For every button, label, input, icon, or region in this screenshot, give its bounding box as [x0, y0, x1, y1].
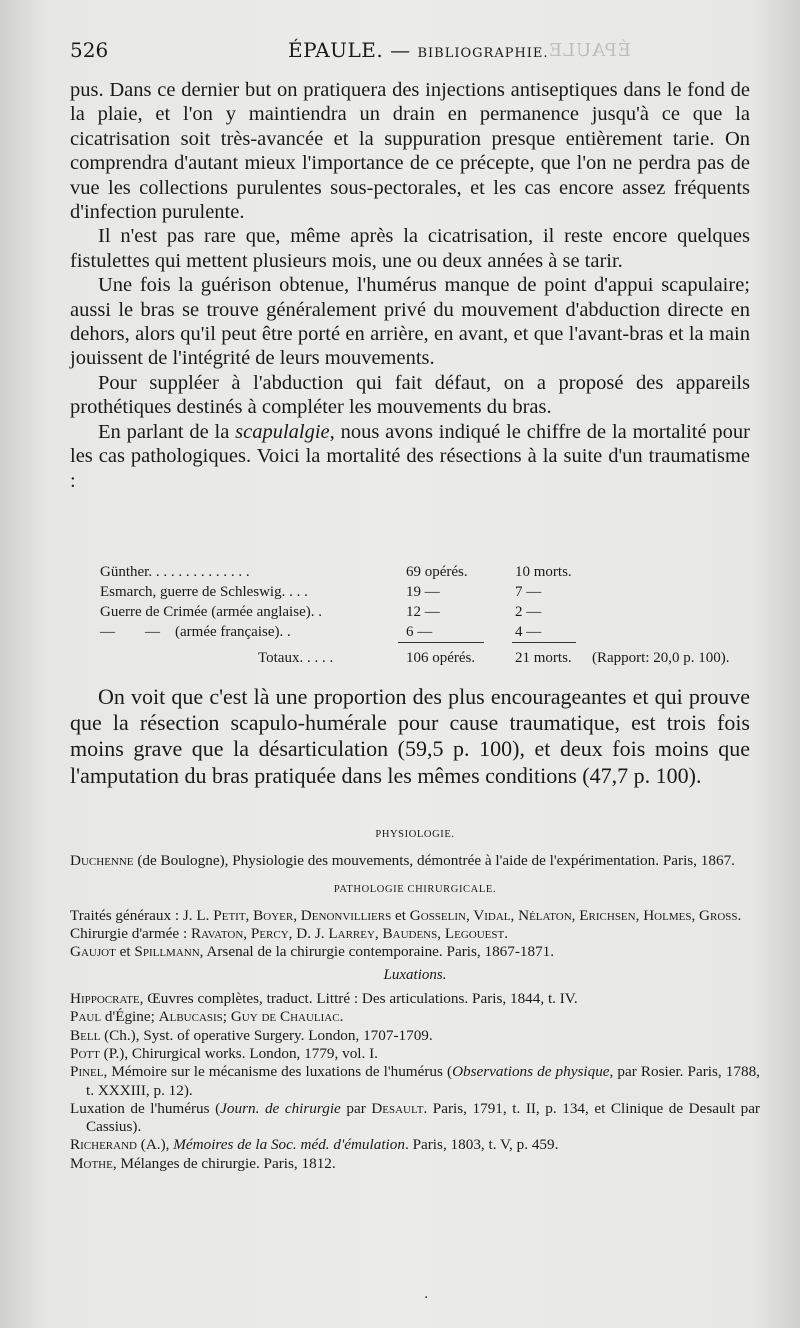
bleed-through-text: ÉPAULE: [548, 40, 631, 61]
table-row: Esmarch, guerre de Schleswig. . . . 19 — 7 —: [100, 584, 542, 600]
biblio-entry: Duchenne (de Boulogne), Physiologie des mouvements, démontrée à l'aide de l'expérimentation. Paris, 1867.: [70, 852, 735, 870]
running-title-main: ÉPAULE. —: [288, 38, 418, 62]
biblio-entry: Pott (P.), Chirurgical works. London, 1779, vol. I.: [70, 1044, 378, 1062]
table-row: Günther. . . . . . . . . . . . . . 69 opérés. 10 morts.: [100, 564, 572, 580]
paragraph-5: En parlant de la scapulalgie, nous avons indiqué le chiffre de la mortalité pour les cas pathologiques. Voici la mortalité des résections à la suite d'un traumatisme :: [70, 420, 750, 492]
biblio-entry: Bell (Ch.), Syst. of operative Surgery. London, 1707-1709.: [70, 1026, 433, 1044]
table-total-row: Totaux. . . . . 106 opérés. 21 morts. (Rapport: 20,0 p. 100).: [258, 650, 730, 666]
heading-pathologie: PATHOLOGIE CHIRURGICALE.: [333, 883, 497, 895]
biblio-entry: Gaujot et Spillmann, Arsenal de la chirurgie contemporaine. Paris, 1867-1871.: [70, 943, 555, 961]
paragraph-3: Une fois la guérison obtenue, l'humérus manque de point d'appui scapulaire; aussi le bras se trouve généralement privé du mouvement d'abduction directe en dehors, alors qu'il peut être porté en arrière, en avant, et que l'avant-bras et la main jouissent de l'intégrité de leurs mouvements.: [70, 274, 750, 370]
table-row: — — (armée française). . 6 — 4 —: [100, 624, 542, 640]
heading-physiologie: PHYSIOLOGIE.: [375, 829, 455, 840]
biblio-entry: Traités généraux : J. L. Petit, Boyer, Denonvilliers et Gosselin, Vidal, Nélaton, Erichsen, Holmes, Gross.: [70, 906, 742, 924]
biblio-entry: Mothe, Mélanges de chirurgie. Paris, 1812.: [70, 1154, 336, 1172]
biblio-entry: Richerand (A.), Mémoires de la Soc. méd. d'émulation. Paris, 1803, t. V, p. 459.: [70, 1136, 559, 1154]
biblio-entry: Paul d'Égine; Albucasis; Guy de Chauliac.: [70, 1008, 344, 1026]
mortality-table: [100, 564, 780, 670]
biblio-entry: Hippocrate, Œuvres complètes, traduct. Littré : Des articulations. Paris, 1844, t. IV.: [70, 990, 578, 1008]
running-header: [70, 38, 750, 68]
main-text: [70, 78, 750, 493]
total-rule-morts: [512, 642, 576, 643]
paragraph-1: pus. Dans ce dernier but on pratiquera des injections antiseptiques dans le fond de la plaie, et l'on y maintiendra un drain en permanence jusqu'à ce que la cicatrisation soit très-avancée et la suppuration presque entièrement tarie. On comprendra d'autant mieux l'importance de ce précepte, que l'on ne perdra pas de vue les collections purulentes sous-pectorales, et les cas encore assez fréquents d'infection purulente.: [70, 79, 750, 224]
table-row: Guerre de Crimée (armée anglaise). . 12 — 2 —: [100, 604, 542, 620]
scapulalgie-term: scapulalgie: [235, 420, 330, 443]
running-title: [288, 38, 549, 62]
biblio-entry: Pinel, Mémoire sur le mécanisme des luxations de l'humérus (Observations de physique, par Rosier. Paris, 1788, t. XXXIII, p. 12).: [70, 1063, 760, 1099]
biblio-entry: Luxation de l'humérus (Journ. de chirurgie par Desault. Paris, 1791, t. II, p. 134, et Clinique de Desault par Cassius).: [70, 1099, 760, 1136]
stray-ink-mark: ·: [424, 1290, 429, 1306]
conclusion-text: [70, 684, 750, 789]
bibliography: [70, 826, 760, 1173]
conclusion-paragraph: On voit que c'est là une proportion des plus encourageantes et qui prouve que la résection scapulo-humérale pour cause traumatique, est trois fois moins grave que la désarticulation (59,5 p. 100), et deux fois moins que l'amputation du bras pratiquée dans les mêmes conditions (47,7 p. 100).: [70, 684, 750, 788]
biblio-entry: Chirurgie d'armée : Ravaton, Percy, D. J. Larrey, Baudens, Legouest.: [70, 925, 509, 943]
heading-luxations: Luxations.: [383, 966, 447, 983]
page-number: 526: [70, 38, 109, 62]
paragraph-4: Pour suppléer à l'abduction qui fait défaut, on a proposé des appareils prothétiques destinés à compléter les mouvements du bras.: [70, 371, 750, 419]
running-title-sub: BIBLIOGRAPHIE.: [417, 46, 549, 61]
paragraph-2: Il n'est pas rare que, même après la cicatrisation, il reste encore quelques fistulettes qui mettent plusieurs mois, une ou deux années à se tarir.: [70, 225, 750, 272]
total-rule-operes: [398, 642, 484, 643]
